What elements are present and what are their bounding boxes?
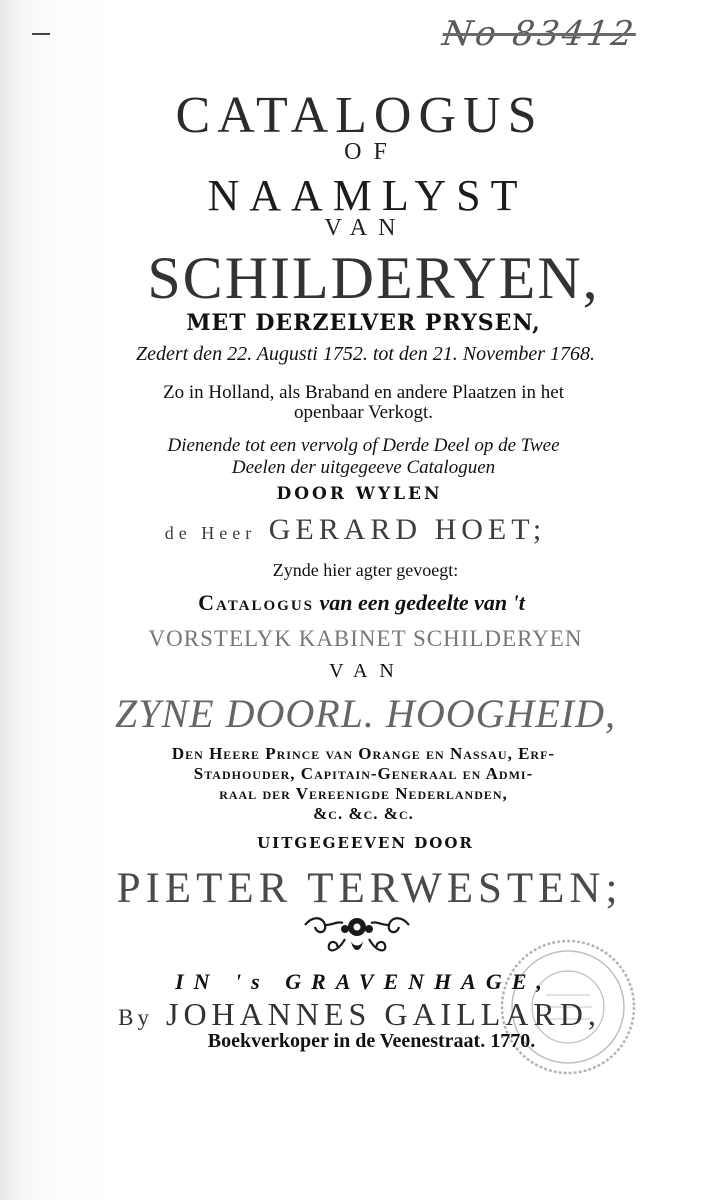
- author-honorific: de Heer: [164, 523, 257, 543]
- door-wylen: DOOR WYLEN: [276, 484, 443, 504]
- title-schilderyen: SCHILDERYEN,: [147, 245, 600, 311]
- kabinet-line: VORSTELYK KABINET SCHILDERYEN: [148, 626, 583, 651]
- continuation-line-1: Dienende tot een vervolg of Derde Deel op de Twee: [167, 435, 560, 456]
- sale-location: [4, 383, 719, 423]
- margin-mark: [32, 33, 50, 35]
- date-range: Zedert den 22. Augusti 1752. tot den 21. November 1768.: [135, 343, 596, 365]
- title-catalogus: CATALOGUS: [175, 87, 544, 144]
- catalogus-line: [2, 590, 719, 616]
- prince-titles-line-1: Den Heere Prince van Orange en Nassau, Erf-: [171, 744, 556, 763]
- imprint-by: By: [118, 1005, 153, 1030]
- title-naamlyst: NAAMLYST: [207, 171, 528, 220]
- title-van: VAN: [324, 215, 407, 241]
- catalogus-rest: van een gedeelte van 't: [319, 590, 525, 615]
- imprint-publisher: JOHANNES GAILLARD,: [165, 996, 601, 1032]
- sale-location-line-2: openbaar Verkogt.: [294, 402, 433, 423]
- imprint-address: Boekverkoper in de Veenestraat. 1770.: [207, 1030, 536, 1052]
- imprint-place: IN 's GRAVENHAGE,: [175, 969, 552, 994]
- continuation-line-2: Deelen der uitgegeeve Cataloguen: [231, 457, 496, 478]
- author-line: [0, 513, 715, 547]
- subtitle-prysen: MET DERZELVER PRYSEN,: [186, 310, 541, 336]
- uitgegeeven-door: UITGEGEEVEN DOOR: [257, 834, 474, 852]
- handwritten-shelfmark: No 83412: [439, 14, 639, 54]
- prince-titles-line-4: &c. &c. &c.: [313, 804, 414, 823]
- fleuron-ornament-icon: [297, 913, 417, 957]
- hoogheid-line: ZYNE DOORL. HOOGHEID,: [114, 691, 617, 736]
- catalogus-word: Catalogus: [198, 590, 315, 615]
- title-of: OF: [344, 139, 399, 165]
- author-name: GERARD HOET;: [268, 513, 547, 546]
- sale-location-line-1: Zo in Holland, als Braband en andere Plaatzen in het: [163, 382, 564, 403]
- imprint-publisher-line: [0, 996, 719, 1033]
- prince-titles-line-2: Stadhouder, Capitain-Generaal en Admi-: [193, 764, 534, 783]
- prince-titles: [4, 744, 719, 824]
- continuation-note: [4, 435, 719, 479]
- editor-name: PIETER TERWESTEN;: [116, 865, 623, 912]
- van-line: VAN: [329, 660, 406, 682]
- prince-titles-line-3: raal der Vereenigde Nederlanden,: [219, 784, 508, 803]
- appended-note: Zynde hier agter gevoegt:: [272, 560, 459, 580]
